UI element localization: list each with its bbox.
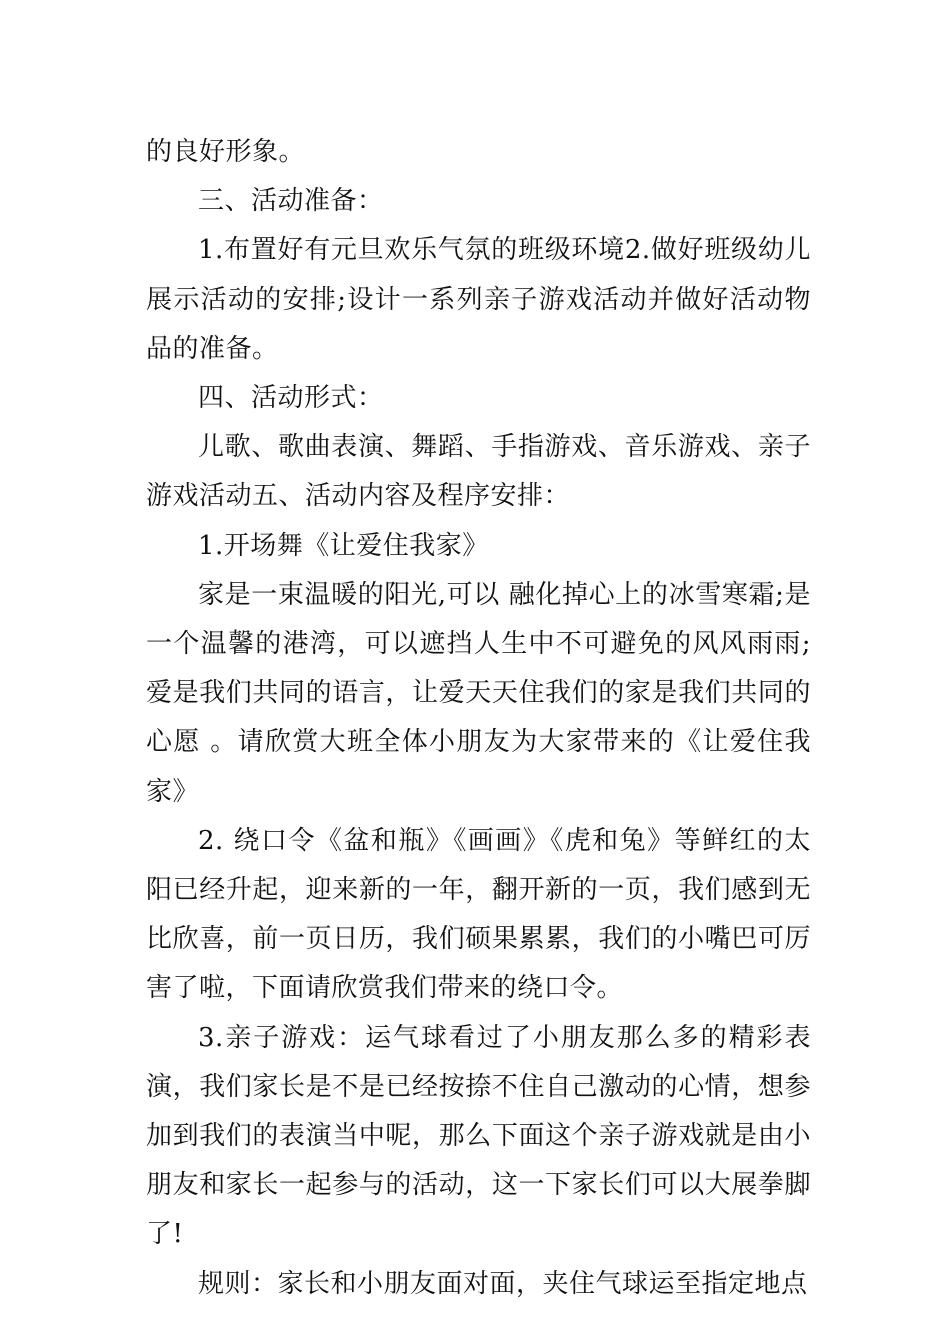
paragraph: 2. 绕口令《盆和瓶》《画画》《虎和兔》等鲜红的太阳已经升起，迎来新的一年，翻开新的一页，我们感到无比欣喜，前一页日历，我们硕果累累，我们的小嘴巴可厉害了啦，下面请欣赏我们带来的绕口令。 bbox=[146, 825, 811, 1004]
paragraph: 儿歌、歌曲表演、舞蹈、手指游戏、音乐游戏、亲子游戏活动五、活动内容及程序安排： bbox=[146, 432, 811, 512]
section-heading: 三、活动准备： bbox=[198, 186, 384, 217]
section-heading: 四、活动形式： bbox=[198, 383, 384, 414]
paragraph: 家是一束温暖的阳光,可以 融化掉心上的冰雪寒霜;是一个温馨的港湾，可以遮挡人生中不可避免的风风雨雨;爱是我们共同的语言，让爱天天住我们的家是我们共同的心愿 。请欣赏大班全体小朋友为大家带来的《让爱住我家》 bbox=[146, 579, 811, 807]
document-body bbox=[146, 128, 811, 1309]
paragraph: 1.开场舞《让爱住我家》 bbox=[198, 530, 489, 561]
paragraph: 规则：家长和小朋友面对面，夹住气球运至指定地点 bbox=[198, 1268, 808, 1299]
paragraph: 1.布置好有元旦欢乐气氛的班级环境2.做好班级幼儿展示活动的安排;设计一系列亲子游戏活动并做好活动物品的准备。 bbox=[146, 235, 811, 364]
paragraph: 3.亲子游戏：运气球看过了小朋友那么多的精彩表演，我们家长是不是已经按捺不住自己激动的心情，想参加到我们的表演当中呢，那么下面这个亲子游戏就是由小朋友和家长一起参与的活动，这一下家长们可以大展拳脚了! bbox=[146, 1022, 811, 1250]
paragraph: 的良好形象。 bbox=[146, 137, 306, 167]
